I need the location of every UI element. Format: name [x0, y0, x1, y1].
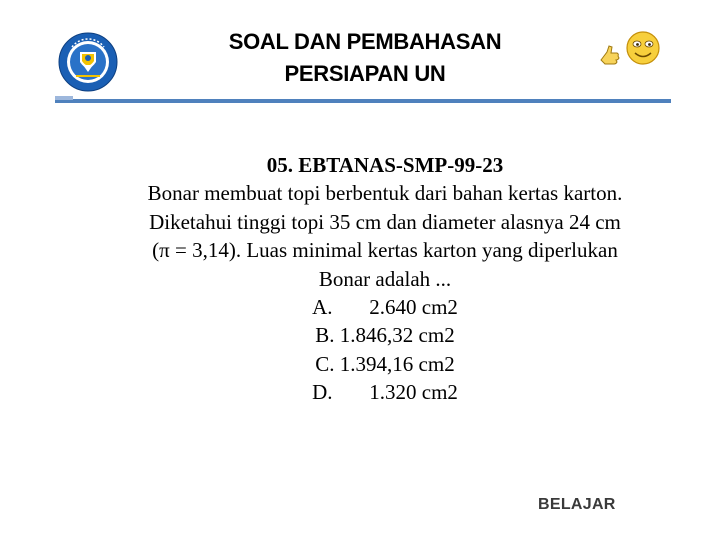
question-line: Diketahui tinggi topi 35 cm dan diameter alasnya 24 cm: [149, 209, 621, 234]
page-title-line-2: PERSIAPAN UN: [284, 61, 446, 86]
tut-wuri-handayani-logo-icon: [58, 32, 118, 92]
question-line: (π = 3,14). Luas minimal kertas karton yang diperlukan: [152, 238, 618, 263]
thumbs-up-smiley-icon: [593, 30, 663, 72]
answer-option-c: C. 1.394,16 cm2: [315, 351, 455, 376]
header-divider: [55, 99, 671, 103]
header-divider-accent: [55, 96, 73, 100]
question-block: [95, 151, 675, 407]
answer-option-d: D. 1.320 cm2: [312, 380, 458, 405]
question-line: Bonar membuat topi berbentuk dari bahan kertas karton.: [147, 181, 623, 206]
footer-label: BELAJAR: [538, 496, 616, 513]
page-title-line-1: SOAL DAN PEMBAHASAN: [228, 29, 502, 54]
question-title: 05. EBTANAS-SMP-99-23: [266, 153, 504, 177]
answer-option-b: B. 1.846,32 cm2: [315, 323, 455, 348]
question-line: Bonar adalah ...: [318, 266, 452, 291]
page-title: [160, 26, 570, 90]
answer-option-a: A. 2.640 cm2: [312, 295, 458, 320]
